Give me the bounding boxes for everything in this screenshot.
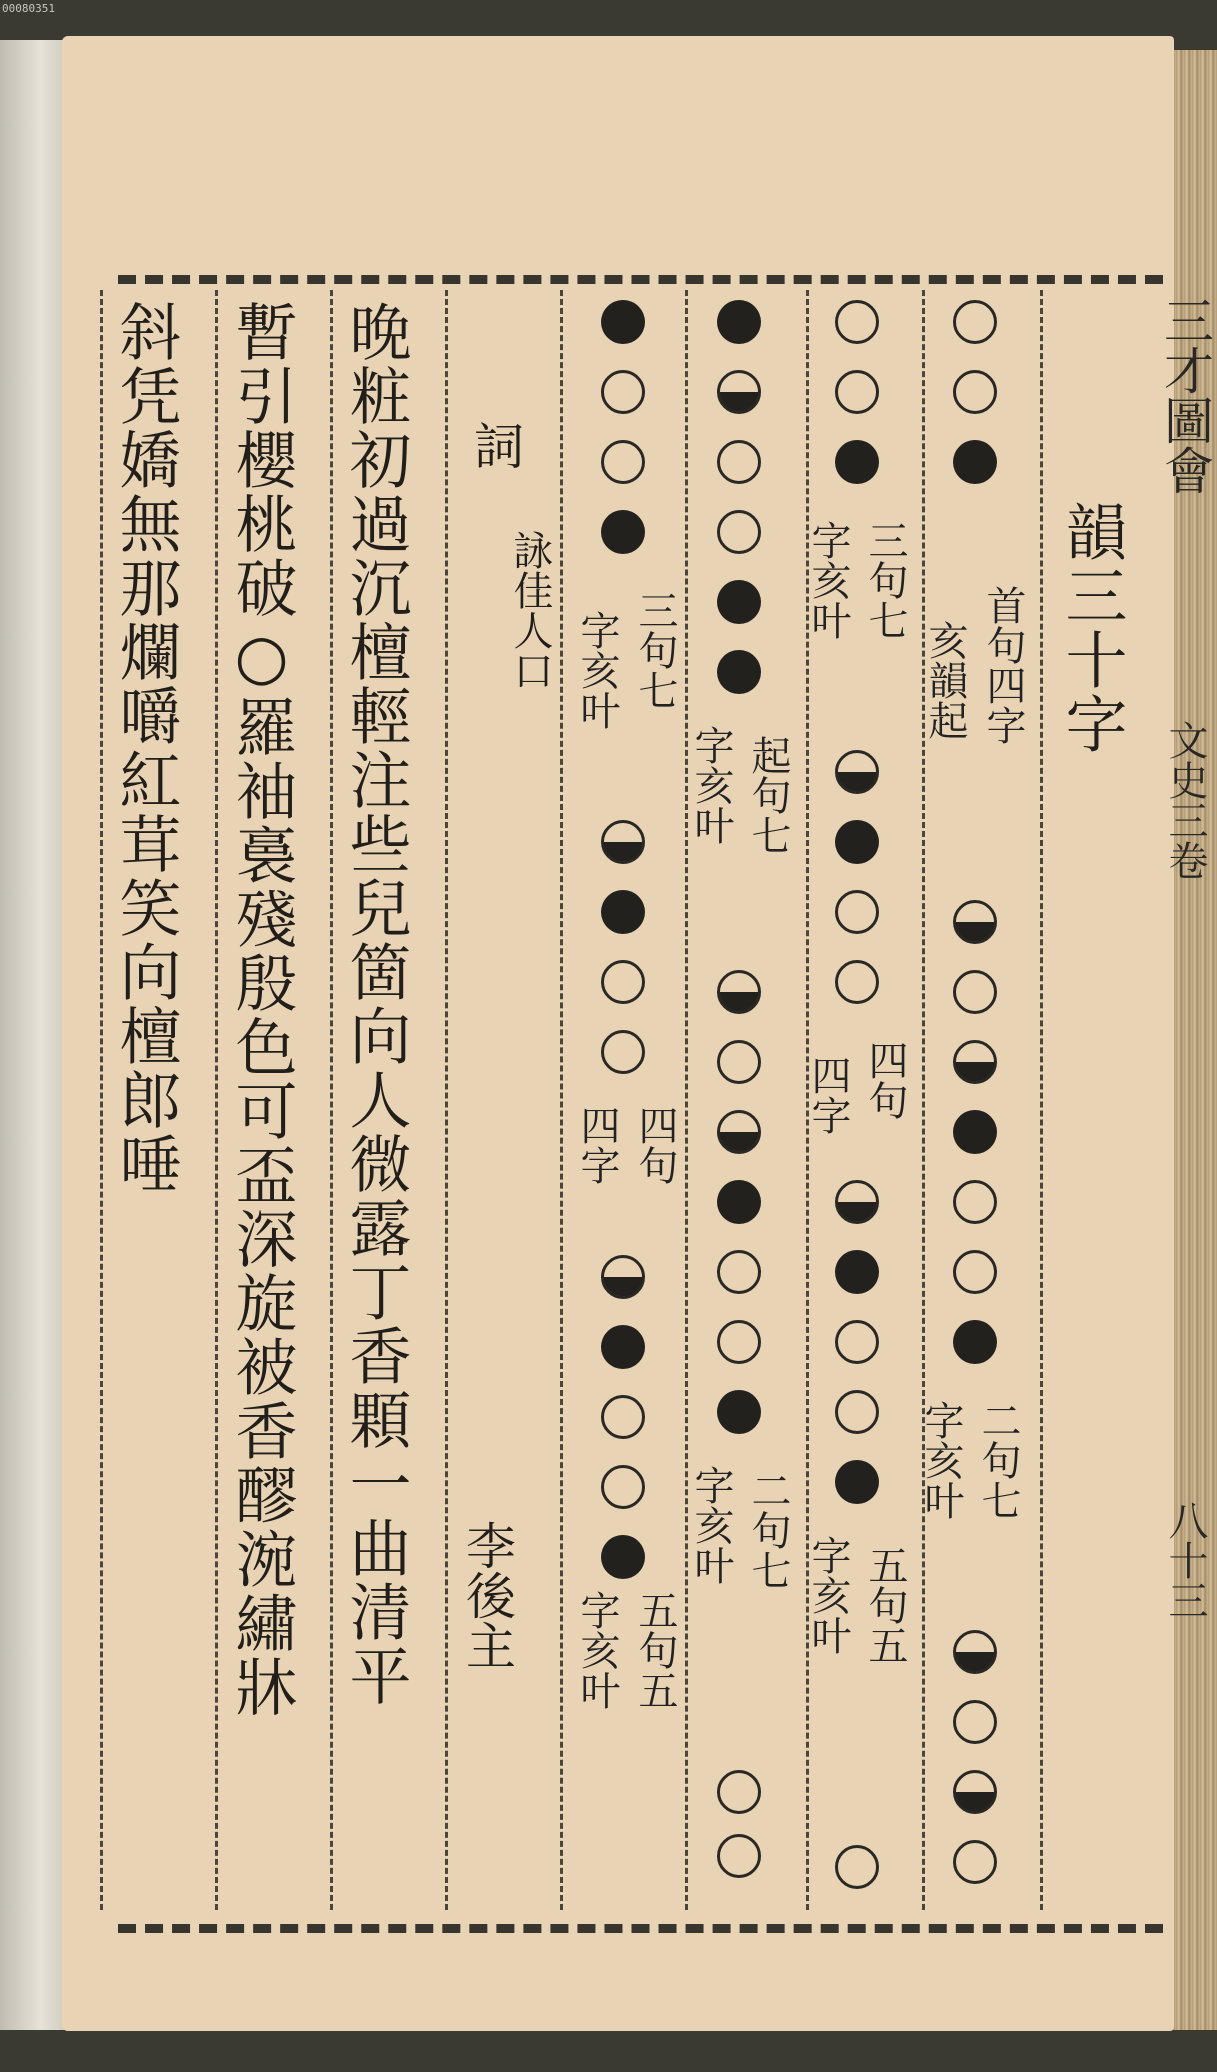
rhyme-note: 起句七 bbox=[745, 735, 791, 855]
either-tone-mark bbox=[835, 1180, 879, 1224]
rhyme-note: 首句四字 bbox=[980, 585, 1026, 745]
rhyme-note: 字亥叶 bbox=[918, 1400, 964, 1520]
column-rule bbox=[560, 290, 563, 1910]
level-tone-mark bbox=[717, 440, 761, 484]
tone-pattern-column-4 bbox=[596, 1255, 650, 1579]
left-page-edge bbox=[0, 40, 68, 2030]
level-tone-mark bbox=[835, 1390, 879, 1434]
poem-line-2: 暫引櫻桃破○羅袖裛殘殷色可盃深旋被香醪涴繡牀 bbox=[225, 300, 298, 1719]
level-tone-mark bbox=[601, 1030, 645, 1074]
rhyme-note: 四字 bbox=[805, 1055, 851, 1135]
tone-pattern-column-2 bbox=[830, 1180, 884, 1504]
frame-title-strip: 三才圖會 bbox=[1156, 295, 1214, 495]
poem-subtitle: 詠佳人口 bbox=[507, 530, 553, 690]
level-tone-mark bbox=[835, 890, 879, 934]
level-tone-mark bbox=[835, 370, 879, 414]
oblique-tone-mark bbox=[601, 510, 645, 554]
level-tone-mark bbox=[953, 370, 997, 414]
column-rule bbox=[445, 290, 448, 1910]
tone-pattern-column-3 bbox=[712, 970, 766, 1434]
either-tone-mark bbox=[953, 1040, 997, 1084]
oblique-tone-mark bbox=[601, 1535, 645, 1579]
page-number: 00080351 bbox=[2, 2, 55, 15]
rhyme-note: 四字 bbox=[574, 1105, 620, 1185]
level-tone-mark bbox=[953, 300, 997, 344]
tone-pattern-column-3 bbox=[712, 300, 766, 694]
column-rule bbox=[685, 290, 688, 1910]
oblique-tone-mark bbox=[835, 1460, 879, 1504]
tone-pattern-column-1 bbox=[948, 900, 1002, 1364]
oblique-tone-mark bbox=[835, 440, 879, 484]
either-tone-mark bbox=[953, 1630, 997, 1674]
tone-pattern-column-2 bbox=[830, 300, 884, 484]
rhyme-note: 三句七 bbox=[862, 520, 908, 640]
tone-pattern-column-1 bbox=[948, 1630, 1002, 1884]
oblique-tone-mark bbox=[717, 1180, 761, 1224]
tone-pattern-column-2 bbox=[830, 750, 884, 1004]
oblique-tone-mark bbox=[953, 1110, 997, 1154]
level-tone-mark bbox=[835, 1320, 879, 1364]
either-tone-mark bbox=[717, 370, 761, 414]
rhyme-note: 亥韻起 bbox=[922, 620, 968, 740]
tone-pattern-column-1 bbox=[948, 300, 1002, 484]
level-tone-mark bbox=[953, 1840, 997, 1884]
rhyme-note: 二句七 bbox=[975, 1400, 1021, 1520]
column-rule bbox=[330, 290, 333, 1910]
oblique-tone-mark bbox=[601, 300, 645, 344]
either-tone-mark bbox=[835, 750, 879, 794]
poem-line-3: 斜凭嬌無那爛嚼紅茸笑向檀郎唾 bbox=[109, 300, 182, 1196]
rhyme-note: 字亥叶 bbox=[688, 725, 734, 845]
rhyme-note: 字亥叶 bbox=[805, 520, 851, 640]
level-tone-mark bbox=[835, 300, 879, 344]
poem-author: 李後主 bbox=[458, 1520, 516, 1670]
column-rule bbox=[215, 290, 218, 1910]
level-tone-mark bbox=[717, 1834, 761, 1878]
oblique-tone-mark bbox=[953, 1320, 997, 1364]
either-tone-mark bbox=[601, 1255, 645, 1299]
tone-pattern-column-4 bbox=[596, 820, 650, 1074]
rhyme-note: 三句七 bbox=[632, 590, 678, 710]
oblique-tone-mark bbox=[953, 440, 997, 484]
level-tone-mark bbox=[953, 1250, 997, 1294]
rhyme-note: 字亥叶 bbox=[688, 1465, 734, 1585]
oblique-tone-mark bbox=[835, 1250, 879, 1294]
frame-folio: 八十三 bbox=[1162, 1500, 1208, 1620]
level-tone-mark bbox=[717, 510, 761, 554]
level-tone-mark bbox=[717, 1770, 761, 1814]
oblique-tone-mark bbox=[601, 890, 645, 934]
either-tone-mark bbox=[717, 1110, 761, 1154]
level-tone-mark bbox=[835, 1845, 879, 1889]
level-tone-mark bbox=[835, 960, 879, 1004]
level-tone-mark bbox=[601, 440, 645, 484]
rhyme-note: 字亥叶 bbox=[574, 1590, 620, 1710]
level-tone-mark bbox=[717, 1320, 761, 1364]
either-tone-mark bbox=[717, 970, 761, 1014]
rhyme-note: 二句七 bbox=[745, 1470, 791, 1590]
either-tone-mark bbox=[601, 820, 645, 864]
column-rule bbox=[1040, 290, 1043, 1910]
column-rule bbox=[922, 290, 925, 1910]
level-tone-mark bbox=[717, 1040, 761, 1084]
oblique-tone-mark bbox=[835, 820, 879, 864]
rhyme-note: 五句五 bbox=[632, 1590, 678, 1710]
rhyme-note: 四句 bbox=[632, 1105, 678, 1185]
either-tone-mark bbox=[953, 1770, 997, 1814]
oblique-tone-mark bbox=[717, 1390, 761, 1434]
rhyme-note: 五句五 bbox=[862, 1545, 908, 1665]
level-tone-mark bbox=[601, 960, 645, 1004]
frame-right-title: 文史三卷 bbox=[1162, 720, 1208, 880]
poem-line-1: 晚粧初過沉檀輕注些兒箇向人微露丁香顆一曲清平 bbox=[339, 300, 412, 1708]
oblique-tone-mark bbox=[717, 580, 761, 624]
tone-pattern-column-2 bbox=[830, 1845, 884, 1889]
tone-pattern-column-3 bbox=[712, 1770, 766, 1878]
oblique-tone-mark bbox=[717, 300, 761, 344]
level-tone-mark bbox=[601, 1395, 645, 1439]
oblique-tone-mark bbox=[717, 650, 761, 694]
oblique-tone-mark bbox=[601, 1325, 645, 1369]
level-tone-mark bbox=[953, 1180, 997, 1224]
level-tone-mark bbox=[601, 370, 645, 414]
level-tone-mark bbox=[601, 1465, 645, 1509]
either-tone-mark bbox=[953, 900, 997, 944]
level-tone-mark bbox=[717, 1250, 761, 1294]
level-tone-mark bbox=[953, 1700, 997, 1744]
tone-pattern-column-4 bbox=[596, 300, 650, 554]
page-heading: 韻三十字 bbox=[1055, 500, 1128, 756]
rhyme-note: 字亥叶 bbox=[805, 1535, 851, 1655]
rhyme-note: 字亥叶 bbox=[574, 610, 620, 730]
rhyme-note: 四句 bbox=[862, 1040, 908, 1120]
level-tone-mark bbox=[953, 970, 997, 1014]
tune-name: 詞 bbox=[466, 420, 524, 470]
column-rule bbox=[100, 290, 103, 1910]
